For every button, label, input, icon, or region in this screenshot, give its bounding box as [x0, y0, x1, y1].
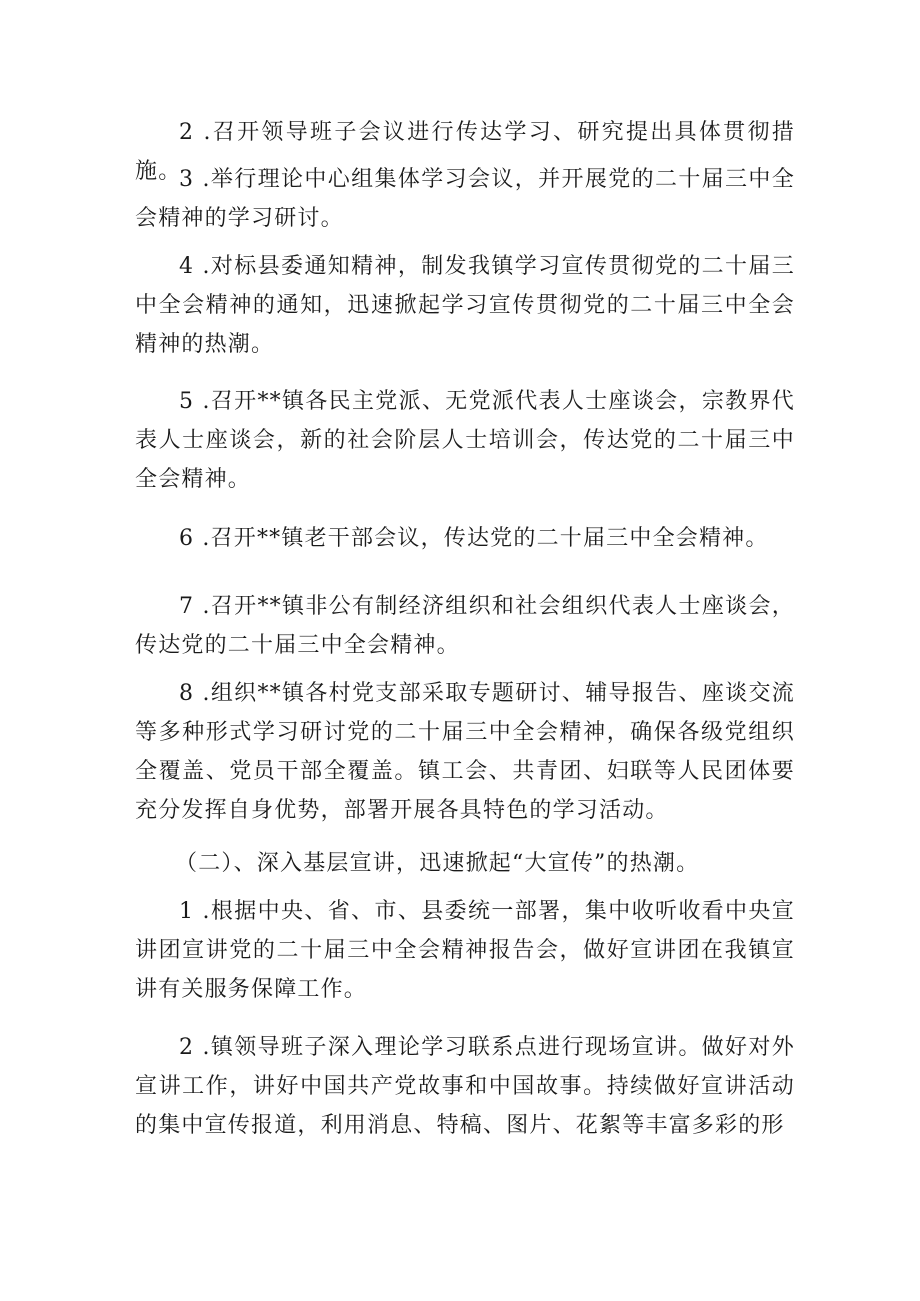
paragraph-item-7-non-public-economy: 7 .召开**镇非公有制经济组织和社会组织代表人士座谈会，传达党的二十届三中全会精神。 [135, 594, 795, 658]
paragraph-item-8-village-branches: 8 .组织**镇各村党支部采取专题研讨、辅导报告、座谈交流等多种形式学习研讨党的二十届三中全会精神，确保各级党组织全覆盖、党员干部全覆盖。镇工会、共青团、妇联等人民团体要充分发挥自身优势，部署开展各具特色的学习活动。 [135, 681, 795, 823]
paragraph-item-6-veteran-cadres: 6 .召开**镇老干部会议，传达党的二十届三中全会精神。 [179, 526, 769, 551]
paragraph-item-2-onsite-lecture: 2 .镇领导班子深入理论学习联系点进行现场宣讲。做好对外宣讲工作，讲好中国共产党故事和中国故事。持续做好宣讲活动的集中宣传报道，利用消息、特稿、图片、花絮等丰富多彩的形 [135, 1035, 795, 1138]
paragraph-item-5-party-forum: 5 .召开**镇各民主党派、无党派代表人士座谈会，宗教界代表人士座谈会，新的社会阶层人士培训会，传达党的二十届三中全会精神。 [135, 389, 795, 492]
paragraph-item-4-county-notice: 4 .对标县委通知精神，制发我镇学习宣传贯彻党的二十届三中全会精神的通知，迅速掀起学习宣传贯彻党的二十届三中全会精神的热潮。 [135, 254, 795, 357]
paragraph-item-1-central-lecture: 1 .根据中央、省、市、县委统一部署，集中收听收看中央宣讲团宣讲党的二十届三中全会精神报告会，做好宣讲团在我镇宣讲有关服务保障工作。 [135, 899, 795, 1002]
section-heading-grassroots-propaganda: （二）、深入基层宣讲，迅速掀起“大宣传”的热潮。 [175, 851, 700, 876]
paragraph-item-2-leadership-meeting: 2 .召开领导班子会议进行传达学习、研究提出具体贯彻措施。 [135, 120, 795, 184]
paragraph-item-3-theory-group-study: 3 .举行理论中心组集体学习会议，并开展党的二十届三中全会精神的学习研讨。 [135, 167, 795, 231]
